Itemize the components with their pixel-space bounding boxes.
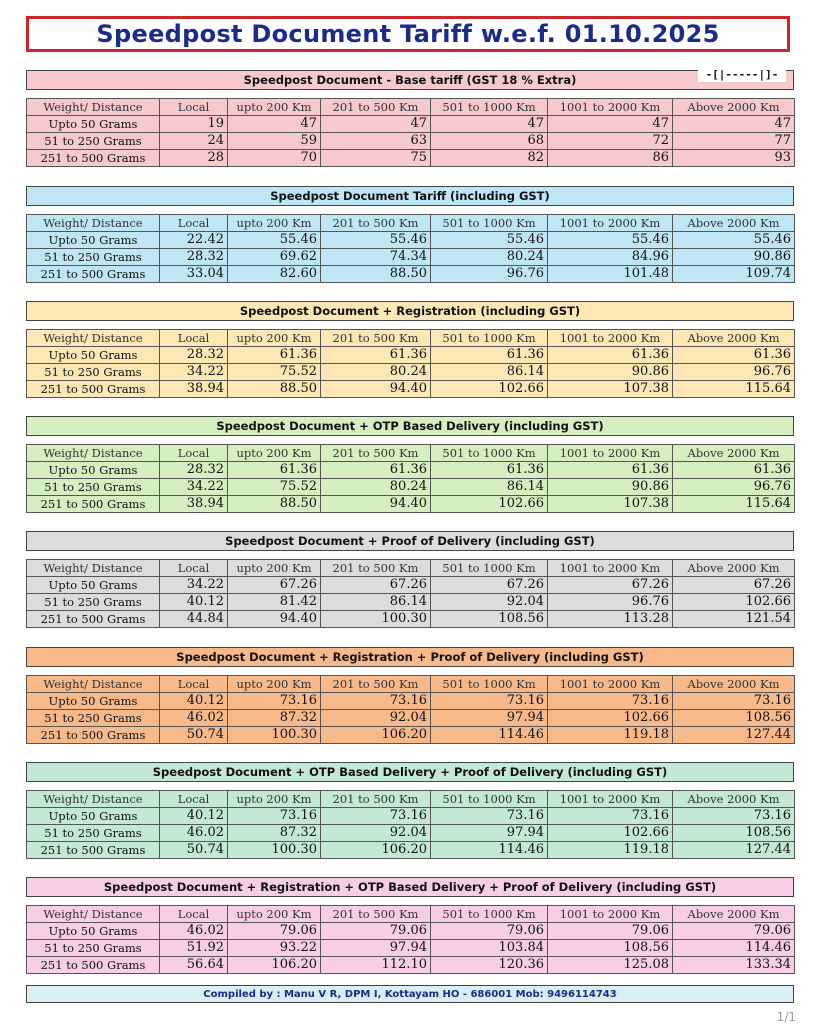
tariff-value: 69.62 <box>228 249 321 266</box>
column-header: Local <box>160 330 228 347</box>
column-header: upto 200 Km <box>228 215 321 232</box>
column-header: 501 to 1000 Km <box>431 560 548 577</box>
column-header: 201 to 500 Km <box>321 330 431 347</box>
tariff-value: 47 <box>673 116 795 133</box>
column-header: 1001 to 2000 Km <box>548 215 673 232</box>
section-title: Speedpost Document + Registration + OTP Based Delivery + Proof of Delivery (including GST) <box>26 877 794 897</box>
tariff-section <box>26 531 794 628</box>
column-header: Local <box>160 215 228 232</box>
tariff-value: 121.54 <box>673 611 795 628</box>
column-header: upto 200 Km <box>228 445 321 462</box>
table-header-row <box>27 445 795 462</box>
column-header: 501 to 1000 Km <box>431 791 548 808</box>
tariff-table <box>26 905 795 974</box>
tariff-value: 107.38 <box>548 381 673 398</box>
tariff-value: 102.66 <box>673 594 795 611</box>
table-header-row <box>27 791 795 808</box>
tariff-value: 67.26 <box>431 577 548 594</box>
tariff-value: 77 <box>673 133 795 150</box>
row-label: Upto 50 Grams <box>27 808 160 825</box>
column-header: Above 2000 Km <box>673 215 795 232</box>
column-header: 1001 to 2000 Km <box>548 330 673 347</box>
tariff-value: 93 <box>673 150 795 167</box>
tariff-value: 28 <box>160 150 228 167</box>
tariff-value: 108.56 <box>548 940 673 957</box>
column-header: Weight/ Distance <box>27 330 160 347</box>
tariff-value: 88.50 <box>228 381 321 398</box>
section-title: Speedpost Document + Proof of Delivery (including GST) <box>26 531 794 551</box>
row-label: Upto 50 Grams <box>27 232 160 249</box>
tariff-value: 109.74 <box>673 266 795 283</box>
tariff-value: 79.06 <box>431 923 548 940</box>
table-row <box>27 923 795 940</box>
row-label: 51 to 250 Grams <box>27 133 160 150</box>
column-header: 501 to 1000 Km <box>431 330 548 347</box>
tariff-value: 73.16 <box>228 808 321 825</box>
tariff-value: 108.56 <box>673 710 795 727</box>
tariff-value: 127.44 <box>673 727 795 744</box>
tariff-value: 82 <box>431 150 548 167</box>
tariff-value: 47 <box>321 116 431 133</box>
tariff-value: 61.36 <box>321 462 431 479</box>
table-row <box>27 842 795 859</box>
column-header: Above 2000 Km <box>673 560 795 577</box>
tariff-value: 84.96 <box>548 249 673 266</box>
tariff-value: 63 <box>321 133 431 150</box>
tariff-value: 79.06 <box>228 923 321 940</box>
tariff-value: 73.16 <box>321 693 431 710</box>
tariff-value: 96.76 <box>548 594 673 611</box>
tariff-value: 119.18 <box>548 842 673 859</box>
tariff-value: 90.86 <box>548 364 673 381</box>
column-header: Local <box>160 560 228 577</box>
tariff-section <box>26 70 794 167</box>
tariff-value: 47 <box>228 116 321 133</box>
tariff-value: 55.46 <box>431 232 548 249</box>
tariff-table <box>26 675 795 744</box>
tariff-value: 114.46 <box>431 727 548 744</box>
column-header: Local <box>160 445 228 462</box>
tariff-value: 40.12 <box>160 594 228 611</box>
tariff-value: 100.30 <box>321 611 431 628</box>
table-row <box>27 825 795 842</box>
tariff-value: 61.36 <box>673 462 795 479</box>
tariff-value: 73.16 <box>673 693 795 710</box>
tariff-value: 101.48 <box>548 266 673 283</box>
tariff-value: 93.22 <box>228 940 321 957</box>
tariff-value: 97.94 <box>431 710 548 727</box>
tariff-value: 61.36 <box>431 347 548 364</box>
section-title: Speedpost Document - Base tariff (GST 18 % Extra) <box>26 70 794 90</box>
table-row <box>27 266 795 283</box>
tariff-value: 51.92 <box>160 940 228 957</box>
tariff-section <box>26 416 794 513</box>
column-header: 1001 to 2000 Km <box>548 906 673 923</box>
table-row <box>27 710 795 727</box>
tariff-value: 86.14 <box>431 364 548 381</box>
column-header: 201 to 500 Km <box>321 560 431 577</box>
tariff-value: 102.66 <box>431 496 548 513</box>
tariff-value: 40.12 <box>160 808 228 825</box>
row-label: Upto 50 Grams <box>27 116 160 133</box>
tariff-value: 75 <box>321 150 431 167</box>
tariff-section <box>26 877 794 974</box>
tariff-value: 68 <box>431 133 548 150</box>
tariff-value: 113.28 <box>548 611 673 628</box>
tariff-value: 47 <box>548 116 673 133</box>
table-header-row <box>27 215 795 232</box>
row-label: 251 to 500 Grams <box>27 842 160 859</box>
column-header: 201 to 500 Km <box>321 676 431 693</box>
section-title: Speedpost Document Tariff (including GST) <box>26 186 794 206</box>
tariff-value: 106.20 <box>228 957 321 974</box>
tariff-value: 24 <box>160 133 228 150</box>
table-row <box>27 727 795 744</box>
tariff-value: 79.06 <box>321 923 431 940</box>
column-header: Above 2000 Km <box>673 791 795 808</box>
table-header-row <box>27 676 795 693</box>
column-header: Weight/ Distance <box>27 445 160 462</box>
table-row <box>27 347 795 364</box>
tariff-value: 55.46 <box>321 232 431 249</box>
column-header: upto 200 Km <box>228 791 321 808</box>
tariff-value: 96.76 <box>673 479 795 496</box>
table-row <box>27 611 795 628</box>
column-header: Above 2000 Km <box>673 445 795 462</box>
row-label: Upto 50 Grams <box>27 347 160 364</box>
tariff-value: 106.20 <box>321 842 431 859</box>
tariff-value: 86.14 <box>321 594 431 611</box>
tariff-value: 114.46 <box>431 842 548 859</box>
tariff-value: 82.60 <box>228 266 321 283</box>
tariff-value: 120.36 <box>431 957 548 974</box>
tariff-value: 86 <box>548 150 673 167</box>
tariff-value: 46.02 <box>160 923 228 940</box>
tariff-value: 61.36 <box>228 462 321 479</box>
tariff-value: 75.52 <box>228 479 321 496</box>
table-row <box>27 364 795 381</box>
tariff-value: 67.26 <box>228 577 321 594</box>
section-title: Speedpost Document + OTP Based Delivery + Proof of Delivery (including GST) <box>26 762 794 782</box>
row-label: Upto 50 Grams <box>27 577 160 594</box>
tariff-value: 72 <box>548 133 673 150</box>
column-header: Above 2000 Km <box>673 99 795 116</box>
tariff-value: 114.46 <box>673 940 795 957</box>
tariff-value: 108.56 <box>431 611 548 628</box>
column-header: 201 to 500 Km <box>321 445 431 462</box>
column-header: upto 200 Km <box>228 330 321 347</box>
column-header: 1001 to 2000 Km <box>548 791 673 808</box>
table-row <box>27 693 795 710</box>
tariff-value: 67.26 <box>548 577 673 594</box>
tariff-value: 79.06 <box>673 923 795 940</box>
tariff-table <box>26 559 795 628</box>
tariff-value: 79.06 <box>548 923 673 940</box>
tariff-value: 112.10 <box>321 957 431 974</box>
tariff-value: 87.32 <box>228 825 321 842</box>
tariff-value: 70 <box>228 150 321 167</box>
tariff-value: 47 <box>431 116 548 133</box>
tariff-value: 73.16 <box>431 808 548 825</box>
tariff-value: 90.86 <box>548 479 673 496</box>
tariff-value: 73.16 <box>431 693 548 710</box>
table-header-row <box>27 99 795 116</box>
tariff-value: 94.40 <box>321 381 431 398</box>
table-row <box>27 577 795 594</box>
tariff-value: 80.24 <box>321 479 431 496</box>
tariff-value: 108.56 <box>673 825 795 842</box>
tariff-value: 38.94 <box>160 381 228 398</box>
column-header: Local <box>160 791 228 808</box>
tariff-value: 59 <box>228 133 321 150</box>
tariff-value: 106.20 <box>321 727 431 744</box>
column-header: Weight/ Distance <box>27 906 160 923</box>
column-header: 501 to 1000 Km <box>431 99 548 116</box>
tariff-value: 88.50 <box>228 496 321 513</box>
tariff-value: 102.66 <box>548 710 673 727</box>
table-row <box>27 479 795 496</box>
tariff-value: 73.16 <box>548 808 673 825</box>
tariff-value: 61.36 <box>673 347 795 364</box>
row-label: 251 to 500 Grams <box>27 957 160 974</box>
tariff-value: 80.24 <box>431 249 548 266</box>
tariff-value: 87.32 <box>228 710 321 727</box>
tariff-value: 90.86 <box>673 249 795 266</box>
tariff-value: 102.66 <box>431 381 548 398</box>
tariff-value: 55.46 <box>673 232 795 249</box>
tariff-value: 34.22 <box>160 364 228 381</box>
tariff-table <box>26 214 795 283</box>
row-label: 51 to 250 Grams <box>27 710 160 727</box>
table-row <box>27 232 795 249</box>
column-header: Weight/ Distance <box>27 215 160 232</box>
table-row <box>27 808 795 825</box>
tariff-value: 56.64 <box>160 957 228 974</box>
tariff-value: 97.94 <box>431 825 548 842</box>
column-header: Weight/ Distance <box>27 676 160 693</box>
tariff-value: 44.84 <box>160 611 228 628</box>
tariff-value: 55.46 <box>548 232 673 249</box>
row-label: 51 to 250 Grams <box>27 364 160 381</box>
section-title: Speedpost Document + Registration + Proof of Delivery (including GST) <box>26 647 794 667</box>
compiled-by-footer: Compiled by : Manu V R, DPM I, Kottayam HO - 686001 Mob: 9496114743 <box>26 985 794 1003</box>
tariff-value: 61.36 <box>228 347 321 364</box>
row-label: 51 to 250 Grams <box>27 479 160 496</box>
tariff-value: 61.36 <box>548 347 673 364</box>
column-header: Weight/ Distance <box>27 99 160 116</box>
column-header: Local <box>160 906 228 923</box>
tariff-table <box>26 790 795 859</box>
table-row <box>27 940 795 957</box>
column-header: Local <box>160 676 228 693</box>
tariff-section <box>26 647 794 744</box>
table-row <box>27 381 795 398</box>
tariff-value: 74.34 <box>321 249 431 266</box>
page-number: 1/1 <box>776 1010 796 1024</box>
tariff-value: 28.32 <box>160 462 228 479</box>
table-header-row <box>27 906 795 923</box>
tariff-value: 73.16 <box>228 693 321 710</box>
tariff-value: 97.94 <box>321 940 431 957</box>
row-label: Upto 50 Grams <box>27 462 160 479</box>
column-header: 501 to 1000 Km <box>431 445 548 462</box>
tariff-value: 67.26 <box>321 577 431 594</box>
tariff-value: 55.46 <box>228 232 321 249</box>
tariff-table <box>26 329 795 398</box>
tariff-value: 61.36 <box>321 347 431 364</box>
tariff-value: 127.44 <box>673 842 795 859</box>
tariff-value: 73.16 <box>548 693 673 710</box>
table-row <box>27 594 795 611</box>
row-label: 51 to 250 Grams <box>27 940 160 957</box>
row-label: 251 to 500 Grams <box>27 266 160 283</box>
row-label: 51 to 250 Grams <box>27 594 160 611</box>
tariff-value: 100.30 <box>228 842 321 859</box>
table-row <box>27 150 795 167</box>
column-header: 201 to 500 Km <box>321 99 431 116</box>
row-label: 251 to 500 Grams <box>27 381 160 398</box>
tariff-value: 96.76 <box>673 364 795 381</box>
tariff-value: 115.64 <box>673 381 795 398</box>
column-header: 1001 to 2000 Km <box>548 99 673 116</box>
row-label: Upto 50 Grams <box>27 923 160 940</box>
tariff-value: 50.74 <box>160 842 228 859</box>
tariff-value: 81.42 <box>228 594 321 611</box>
tariff-value: 50.74 <box>160 727 228 744</box>
tariff-value: 103.84 <box>431 940 548 957</box>
tariff-section <box>26 762 794 859</box>
column-header: 201 to 500 Km <box>321 906 431 923</box>
column-header: 501 to 1000 Km <box>431 676 548 693</box>
row-label: 251 to 500 Grams <box>27 150 160 167</box>
tariff-value: 40.12 <box>160 693 228 710</box>
column-header: 1001 to 2000 Km <box>548 445 673 462</box>
tariff-value: 22.42 <box>160 232 228 249</box>
tariff-value: 19 <box>160 116 228 133</box>
tariff-value: 80.24 <box>321 364 431 381</box>
tariff-value: 92.04 <box>431 594 548 611</box>
tariff-value: 33.04 <box>160 266 228 283</box>
tariff-value: 115.64 <box>673 496 795 513</box>
tariff-value: 88.50 <box>321 266 431 283</box>
column-header: upto 200 Km <box>228 676 321 693</box>
tariff-value: 92.04 <box>321 710 431 727</box>
column-header: 501 to 1000 Km <box>431 906 548 923</box>
column-header: Local <box>160 99 228 116</box>
tariff-value: 94.40 <box>228 611 321 628</box>
table-row <box>27 957 795 974</box>
tariff-section <box>26 301 794 398</box>
tariff-value: 119.18 <box>548 727 673 744</box>
column-header: Above 2000 Km <box>673 676 795 693</box>
table-row <box>27 116 795 133</box>
tariff-value: 107.38 <box>548 496 673 513</box>
table-header-row <box>27 330 795 347</box>
table-row <box>27 249 795 266</box>
tariff-value: 92.04 <box>321 825 431 842</box>
tariff-value: 46.02 <box>160 825 228 842</box>
tariff-value: 73.16 <box>673 808 795 825</box>
column-header: Weight/ Distance <box>27 791 160 808</box>
row-label: 251 to 500 Grams <box>27 611 160 628</box>
tariff-value: 73.16 <box>321 808 431 825</box>
tariff-value: 28.32 <box>160 347 228 364</box>
column-header: 501 to 1000 Km <box>431 215 548 232</box>
tariff-value: 133.34 <box>673 957 795 974</box>
column-header: upto 200 Km <box>228 99 321 116</box>
table-row <box>27 462 795 479</box>
tariff-value: 94.40 <box>321 496 431 513</box>
column-header: 1001 to 2000 Km <box>548 560 673 577</box>
tariff-value: 38.94 <box>160 496 228 513</box>
column-header: upto 200 Km <box>228 906 321 923</box>
column-header: 201 to 500 Km <box>321 791 431 808</box>
tariff-value: 61.36 <box>548 462 673 479</box>
tariff-section <box>26 186 794 283</box>
column-header: 1001 to 2000 Km <box>548 676 673 693</box>
tariff-value: 67.26 <box>673 577 795 594</box>
tariff-table <box>26 98 795 167</box>
section-title: Speedpost Document + OTP Based Delivery (including GST) <box>26 416 794 436</box>
row-label: 51 to 250 Grams <box>27 249 160 266</box>
tariff-value: 34.22 <box>160 577 228 594</box>
table-row <box>27 496 795 513</box>
section-title: Speedpost Document + Registration (including GST) <box>26 301 794 321</box>
column-header: upto 200 Km <box>228 560 321 577</box>
logo-mark: -[|-----|]- <box>698 66 786 82</box>
tariff-value: 34.22 <box>160 479 228 496</box>
column-header: Weight/ Distance <box>27 560 160 577</box>
column-header: 201 to 500 Km <box>321 215 431 232</box>
table-header-row <box>27 560 795 577</box>
row-label: 51 to 250 Grams <box>27 825 160 842</box>
column-header: Above 2000 Km <box>673 330 795 347</box>
page-title: Speedpost Document Tariff w.e.f. 01.10.2025 <box>26 16 790 52</box>
row-label: 251 to 500 Grams <box>27 496 160 513</box>
tariff-value: 96.76 <box>431 266 548 283</box>
tariff-value: 46.02 <box>160 710 228 727</box>
tariff-value: 61.36 <box>431 462 548 479</box>
tariff-value: 28.32 <box>160 249 228 266</box>
tariff-value: 75.52 <box>228 364 321 381</box>
tariff-value: 125.08 <box>548 957 673 974</box>
table-row <box>27 133 795 150</box>
row-label: 251 to 500 Grams <box>27 727 160 744</box>
tariff-value: 86.14 <box>431 479 548 496</box>
tariff-value: 100.30 <box>228 727 321 744</box>
column-header: Above 2000 Km <box>673 906 795 923</box>
tariff-table <box>26 444 795 513</box>
tariff-value: 102.66 <box>548 825 673 842</box>
row-label: Upto 50 Grams <box>27 693 160 710</box>
